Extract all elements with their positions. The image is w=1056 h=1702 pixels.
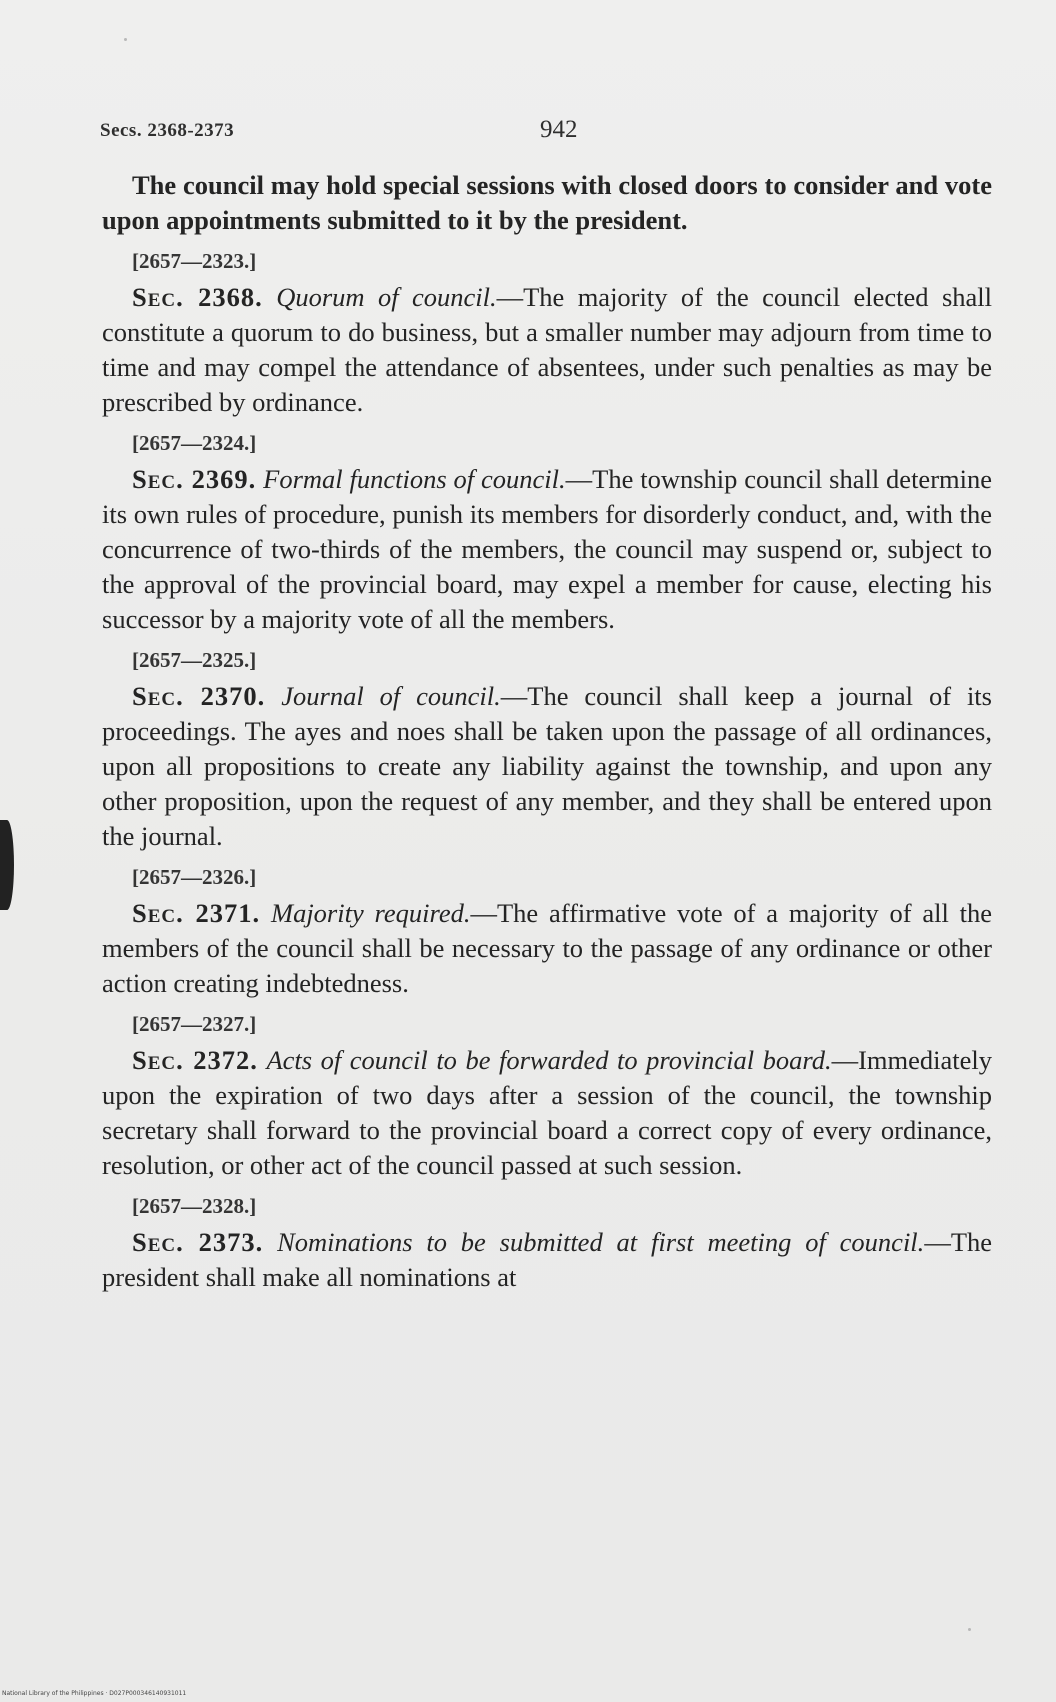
section-2371 — [102, 896, 992, 1001]
section-title: Journal of council. — [281, 681, 501, 711]
citation: [2657—2325.] — [132, 648, 257, 672]
opening-paragraph: The council may hold special sessions with closed doors to consider and vote upon appointments submitted to it by the president. — [102, 170, 992, 235]
section-range: Secs. 2368-2373 — [100, 120, 235, 141]
section-title: Nominations to be submitted at first meeting of council. — [277, 1227, 925, 1257]
section-2373 — [102, 1225, 992, 1295]
section-text: —The council shall keep a journal of its proceedings. The ayes and noes shall be taken upon the passage of all ordinances, upon all propositions to create any liability against the township, and upon any other proposition, upon the request of any member, and they shall be entered upon the journal. — [102, 681, 992, 851]
section-title: Quorum of council. — [276, 282, 497, 312]
citation: [2657—2327.] — [132, 1012, 257, 1036]
section-heading: Sec. 2368. — [132, 282, 263, 312]
scan-speck — [124, 38, 127, 41]
scan-speck — [968, 1628, 971, 1631]
section-2368 — [102, 280, 992, 420]
citation: [2657—2324.] — [132, 431, 257, 455]
section-heading: Sec. 2369. — [132, 464, 257, 494]
page-number: 942 — [540, 116, 578, 143]
binding-shadow — [0, 820, 14, 910]
running-head — [100, 116, 990, 150]
section-heading: Sec. 2373. — [132, 1227, 264, 1257]
section-2370 — [102, 679, 992, 854]
section-text: —Immediately upon the expiration of two days after a session of the council, the township secretary shall forward to the provincial board a correct copy of every ordinance, resolution, or other act of the council passed at such session. — [102, 1045, 993, 1180]
scan-footer-note: National Library of the Philippines · D027P000346140931011 — [2, 1690, 187, 1697]
section-heading: Sec. 2372. — [132, 1045, 258, 1075]
section-text: —The president shall make all nominations at — [102, 1227, 993, 1292]
section-text: —The majority of the council elected shall constitute a quorum to do business, but a smaller number may adjourn from time to time and may compel the attendance of absentees, under such penalties as may be prescribed by ordinance. — [102, 282, 993, 417]
section-title: Formal functions of council. — [263, 464, 566, 494]
citation: [2657—2328.] — [132, 1194, 257, 1218]
section-heading: Sec. 2370. — [132, 681, 266, 711]
section-text: —The township council shall determine its own rules of procedure, punish its members for disorderly conduct, and, with the concurrence of two-thirds of the members, the council may suspend or, subject to the approval of the provincial board, may expel a member for cause, electing his successor by a majority vote of all the members. — [102, 464, 993, 634]
section-heading: Sec. 2371. — [132, 898, 261, 928]
body-text — [102, 168, 992, 1295]
section-2369 — [102, 462, 992, 637]
section-title: Acts of council to be forwarded to provincial board. — [266, 1045, 832, 1075]
citation: [2657—2326.] — [132, 865, 257, 889]
section-2372 — [102, 1043, 992, 1183]
section-text: —The affirmative vote of a majority of all the members of the council shall be necessary to the passage of any ordinance or other action creating indebtedness. — [102, 898, 992, 998]
section-title: Majority required. — [271, 898, 471, 928]
citation: [2657—2323.] — [132, 249, 257, 273]
